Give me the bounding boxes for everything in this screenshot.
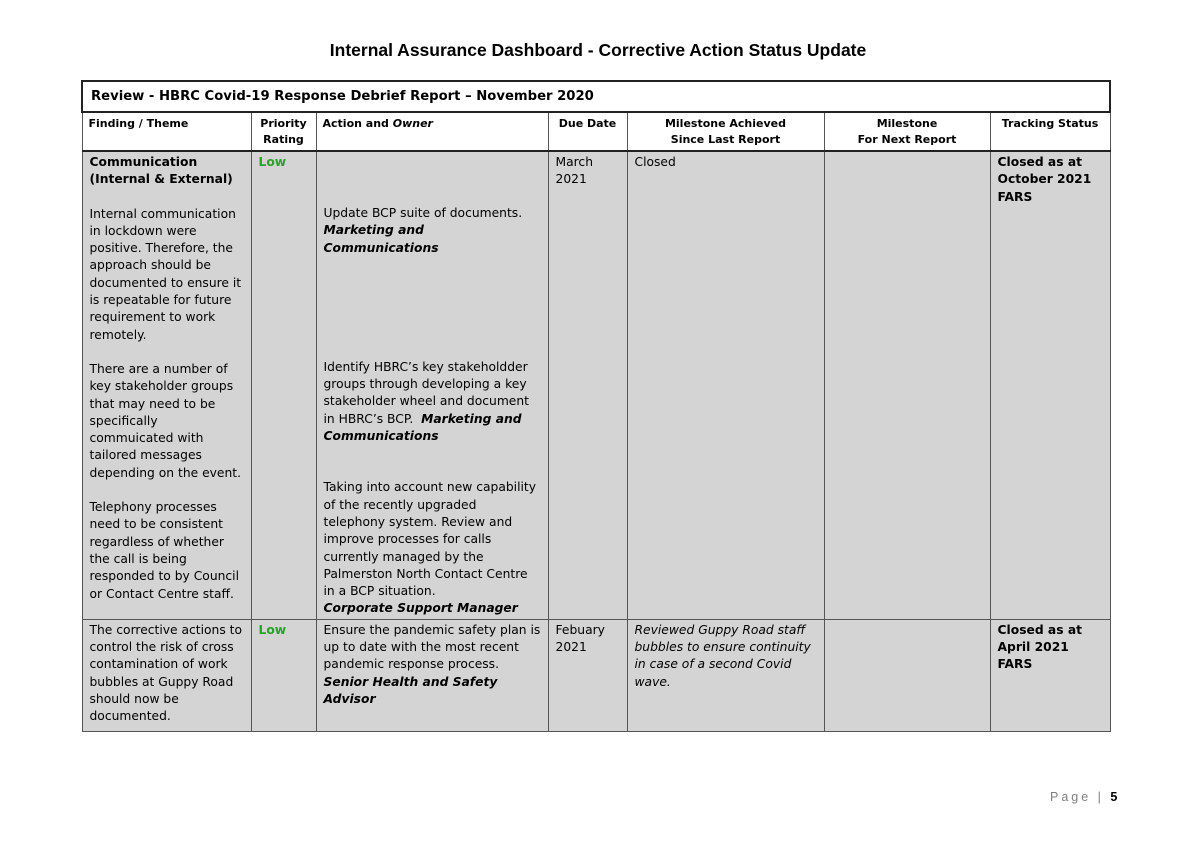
tracking-status-cell: Closed as at April 2021 FARS: [990, 619, 1110, 731]
header-due-date: Due Date: [548, 112, 627, 151]
header-finding: Finding / Theme: [82, 112, 251, 151]
table-row: [82, 151, 1110, 619]
header-milestone-achieved: Milestone Achieved Since Last Report: [627, 112, 824, 151]
milestone-next-cell: [824, 151, 990, 619]
action-owner: Corporate Support Manager: [323, 601, 518, 616]
action-cell: [316, 151, 548, 619]
action-owner: Senior Health and Safety Advisor: [323, 674, 498, 706]
action-text: Identify HBRC’s key stakeholdder groups through developing a key stakeholder wheel and document in HBRC’s BCP. Marketing and Communications: [323, 359, 529, 444]
priority-badge: Low: [258, 155, 287, 169]
page-number: 5: [1110, 790, 1118, 804]
finding-text: Internal communication in lockdown were positive. Therefore, the approach should be documented to ensure it is repeatable for future requirement to work remotely.: [89, 206, 242, 342]
due-date-cell: Febuary 2021: [548, 619, 627, 731]
header-milestone-next: Milestone For Next Report: [824, 112, 990, 151]
milestone-achieved-cell: Reviewed Guppy Road staff bubbles to ensure continuity in case of a second Covid wave.: [627, 619, 824, 731]
action-owner: Marketing and Communications: [323, 223, 439, 255]
header-priority: Priority Rating: [251, 112, 316, 151]
finding-cell: The corrective actions to control the risk of cross contamination of work bubbles at Guppy Road should now be documented.: [82, 619, 251, 731]
table-header-row: [82, 112, 1110, 151]
tracking-status-cell: Closed as at October 2021 FARS: [990, 151, 1110, 619]
finding-text: Telephony processes need to be consistent regardless of whether the call is being responded to by Council or Contact Centre staff.: [89, 500, 240, 601]
page-footer: Page | 5: [1050, 790, 1118, 804]
action-text: Taking into account new capability of the recently upgraded telephony system. Review and improve processes for calls currently managed by the Palmerston North Contact Centre in a BCP situation.: [323, 480, 537, 599]
priority-cell: [251, 619, 316, 731]
finding-text: There are a number of key stakeholder groups that may need to be specifically commuicated with tailored messages depending on the event.: [89, 361, 242, 480]
header-tracking-status: Tracking Status: [990, 112, 1110, 151]
action-owner: Marketing and Communications: [323, 411, 522, 444]
action-text: Update BCP suite of documents.: [323, 206, 523, 220]
header-action: Action and Owner: [316, 112, 548, 151]
action-cell: [316, 619, 548, 731]
page-title: Internal Assurance Dashboard - Corrective Action Status Update: [329, 40, 867, 60]
milestone-achieved-cell: Closed: [627, 151, 824, 619]
due-date-cell: March 2021: [548, 151, 627, 619]
review-title: Review - HBRC Covid-19 Response Debrief Report – November 2020: [82, 81, 1110, 112]
table-row: [82, 619, 1110, 731]
page-label: Page: [1050, 790, 1092, 804]
milestone-next-cell: [824, 619, 990, 731]
priority-badge: Low: [258, 622, 287, 637]
finding-theme: Communication (Internal & External): [89, 155, 233, 187]
corrective-action-table: [81, 80, 1111, 732]
action-text: Ensure the pandemic safety plan is up to date with the most recent pandemic response process.: [323, 622, 541, 672]
priority-cell: [251, 151, 316, 619]
finding-cell: [82, 151, 251, 619]
review-title-row: [82, 81, 1110, 112]
